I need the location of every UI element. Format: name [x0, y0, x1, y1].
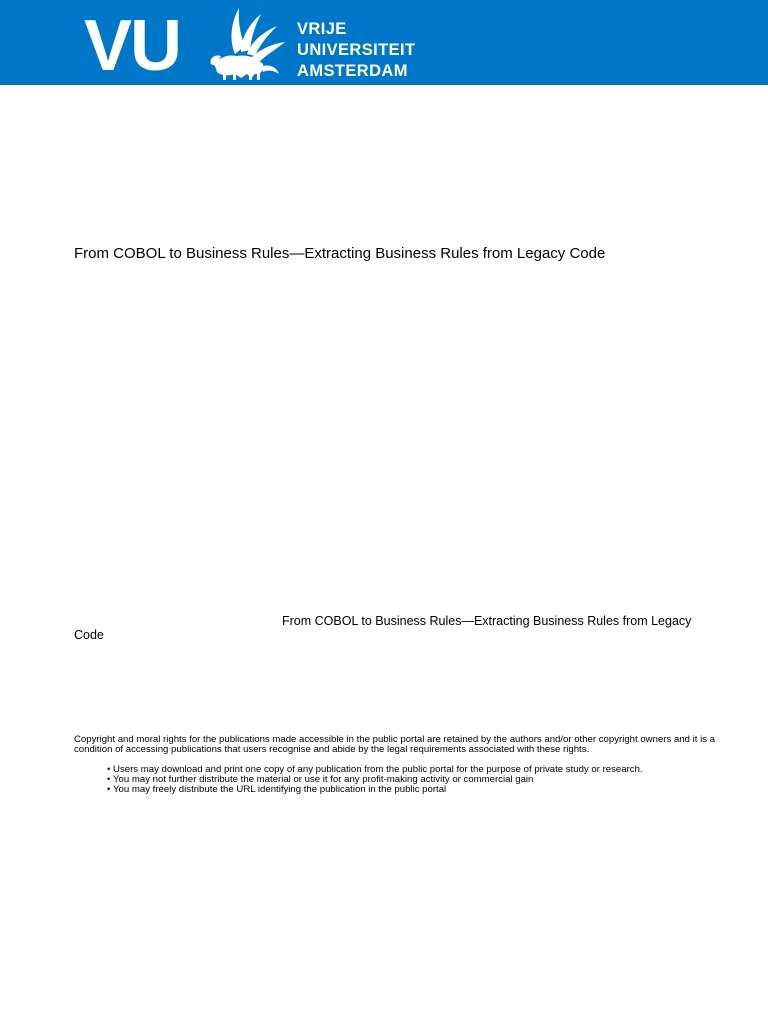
rights-item: • You may freely distribute the URL identifying the publication in the public portal [107, 785, 643, 795]
university-name-line: UNIVERSITEIT [297, 41, 416, 59]
university-name-line: VRIJE [297, 20, 347, 38]
rights-item: • Users may download and print one copy of any publication from the public portal for the purpose of private study or research. [107, 765, 643, 775]
document-title: From COBOL to Business Rules—Extracting Business Rules from Legacy Code [74, 245, 606, 262]
university-name-line: AMSTERDAM [297, 62, 408, 80]
griffin-icon [205, 4, 289, 82]
university-name [297, 19, 415, 82]
rights-item: • You may not further distribute the material or use it for any profit-making activity or commercial gain [107, 775, 643, 785]
citation-title: From COBOL to Business Rules—Extracting Business Rules from Legacy Code [74, 614, 692, 642]
header-banner [0, 0, 768, 85]
vu-logo-letters: VU [84, 6, 181, 86]
copyright-notice: Copyright and moral rights for the publications made accessible in the public portal are retained by the authors and/or other copyright owners and it is a condition of accessing publications that users recognise and abide by the legal requirements associated with these rights. [74, 734, 716, 755]
rights-list [107, 765, 643, 795]
